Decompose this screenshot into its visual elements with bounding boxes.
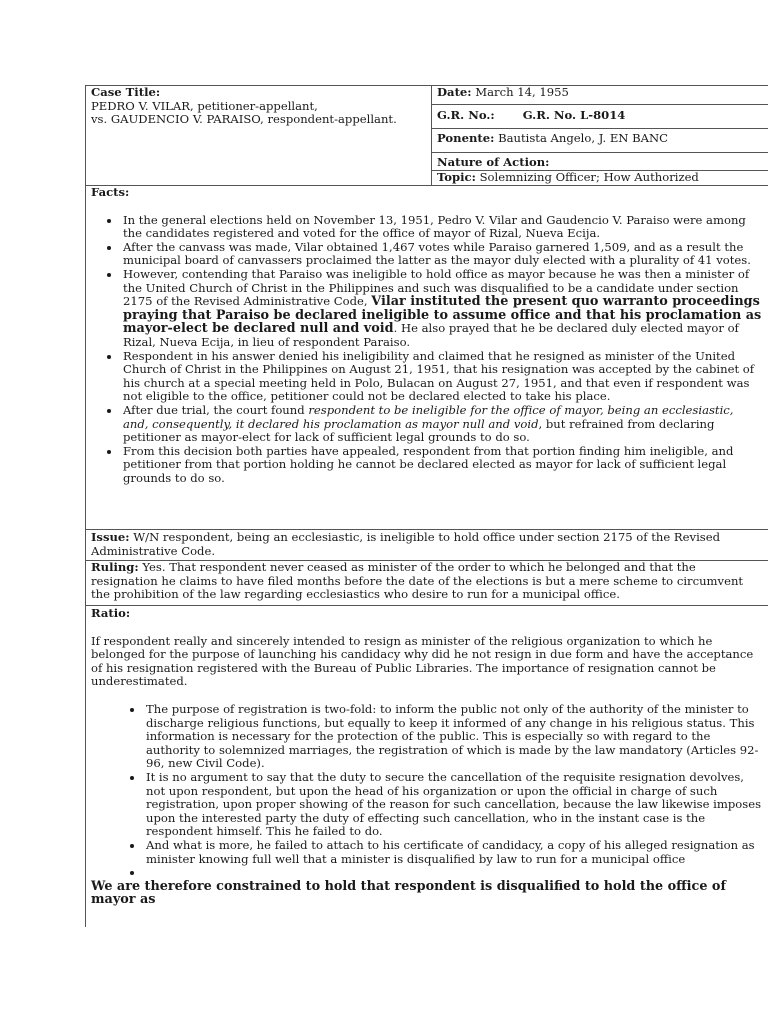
- date-label: Date:: [437, 85, 472, 99]
- case-digest-table: [85, 85, 768, 927]
- facts-item-3-bold: Vilar instituted the present quo warranto proceedings praying that Paraiso be declared ineligible to assume office and that his proclamation as mayor-elect be declared null and void: [123, 294, 762, 337]
- facts-item-1: • In the general elections held on November 13, 1951, Pedro V. Vilar and Gaudencio V. Paraiso were among the candidates registered and voted for the office of mayor of Rizal, Nueva Ecija.: [121, 214, 762, 241]
- case-title-line2: vs. GAUDENCIO V. PARAISO, respondent-appellant.: [91, 112, 397, 127]
- facts-item-5: [121, 404, 762, 445]
- ponente-value: Bautista Angelo, J. EN BANC: [494, 131, 669, 145]
- nature-label: Nature of Action:: [437, 155, 550, 169]
- facts-item-2: • After the canvass was made, Vilar obtained 1,467 votes while Paraiso garnered 1,509, and as a result the municipal board of canvassers proclaimed the latter as the mayor duly elected with a plurality of 41 votes.: [121, 241, 762, 268]
- date-value: March 14, 1955: [471, 85, 569, 99]
- ratio-item-2: • It is no argument to say that the duty to secure the cancellation of the requisite resignation devolves, not upon respondent, but upon the head of his organization or upon the official in charge of such registration, upon proper showing of the reason for such cancellation, because the law likewise imposes upon the interested party the duty of effecting such cancellation, who in the instant case is the respondent himself. This he failed to do.: [144, 771, 762, 839]
- ratio-conclusion: We are therefore constrained to hold that respondent is disqualified to hold the office of mayor as: [91, 878, 726, 908]
- ponente-cell: [431, 132, 768, 146]
- facts-item-3-tail: . He also prayed that he be declared duly elected mayor of Rizal, Nueva Ecija, in lieu of respondent Paraiso.: [123, 321, 739, 349]
- nature-cell: [431, 156, 768, 170]
- ratio-paragraph: If respondent really and sincerely intended to resign as minister of the religious organization to which he belonged for the purpose of launching his candidacy why did he not resign in due form and have the acceptance of his resignation registered with the Bureau of Public Libraries. The importance of resignation cannot be underestimated.: [91, 633, 754, 689]
- case-title-label: Case Title:: [91, 85, 161, 99]
- gr-border: [431, 128, 768, 129]
- facts-item-3-text: However, contending that Paraiso was ineligible to hold office as mayor because he was then a minister of the United Church of Christ in the Philippines and such was disqualified to be a candidate under section 2175 of the Revised Administrative Code,: [123, 266, 750, 309]
- issue-section: [85, 531, 768, 558]
- issue-label: Issue:: [91, 530, 130, 544]
- ratio-item-1: • The purpose of registration is two-fold: to inform the public not only of the authority of the minister to discharge religious functions, but equally to keep it informed of any change in his religious status. This information is necessary for the protection of the public. This is especially so with regard to the authority to solemnized marriages, the registration of which is made by the law mandatory (Articles 92-96, new Civil Code).: [144, 703, 762, 771]
- facts-label: Facts:: [91, 185, 130, 199]
- ratio-section: [85, 607, 768, 907]
- date-border: [431, 104, 768, 105]
- ruling-label: Ruling:: [91, 560, 139, 574]
- ponente-label: Ponente:: [437, 131, 495, 145]
- ratio-border: [85, 605, 768, 606]
- facts-item-5-text: After due trial, the court found: [123, 402, 309, 417]
- gr-label: G.R. No.:: [437, 108, 495, 122]
- ponente-border: [431, 152, 768, 153]
- topic-cell: [431, 171, 768, 185]
- facts-item-5-italic: respondent to be ineligible for the office of mayor, being an ecclesiastic, and, consequently, it declared his proclamation as mayor null and void: [123, 402, 734, 431]
- ratio-list: [91, 703, 762, 880]
- facts-item-4: • Respondent in his answer denied his ineligibility and claimed that he resigned as minister of the United Church of Christ in the Philippines on August 21, 1951, that his resignation was accepted by the cabinet of his church at a special meeting held in Polo, Bulacan on August 27, 1951, and that even if respondent was not eligible to the office, petitioner could not be declared elected to take his place.: [121, 350, 762, 404]
- ratio-item-4: [144, 866, 762, 880]
- ruling-text: Yes. That respondent never ceased as minister of the order to which he belonged and that the resignation he claims to have filed months before the date of the elections is but a mere scheme to circumvent the prohibition of the law regarding ecclesiastics who desire to run for a municipal office.: [91, 560, 744, 602]
- ruling-section: [85, 561, 768, 602]
- facts-list: [91, 214, 762, 486]
- facts-section: [85, 186, 768, 485]
- gr-cell: [431, 109, 768, 123]
- facts-item-3: [121, 268, 762, 350]
- facts-item-5-tail: , but refrained from declaring petitioner as mayor-elect for lack of sufficient legal grounds to do so.: [123, 416, 715, 445]
- facts-item-6: • From this decision both parties have appealed, respondent from that portion finding him ineligible, and petitioner from that portion holding he cannot be declared elected as mayor for lack of sufficient legal grounds to do so.: [121, 445, 762, 486]
- topic-value: Solemnizing Officer; How Authorized: [475, 170, 699, 184]
- date-cell: [431, 86, 768, 100]
- topic-label: Topic:: [437, 170, 476, 184]
- ratio-label: Ratio:: [91, 606, 131, 620]
- ratio-item-3: • And what is more, he failed to attach to his certificate of candidacy, a copy of his alleged resignation as minister knowing full well that a minister is disqualified by law to run for a municipal office: [144, 839, 762, 866]
- issue-text: W/N respondent, being an ecclesiastic, is ineligible to hold office under section 2175 of the Revised Administrative Code.: [91, 530, 721, 558]
- case-title-line1: PEDRO V. VILAR, petitioner-appellant,: [91, 98, 318, 113]
- gr-value: G.R. No. L-8014: [522, 108, 626, 122]
- case-title-cell: [85, 86, 431, 127]
